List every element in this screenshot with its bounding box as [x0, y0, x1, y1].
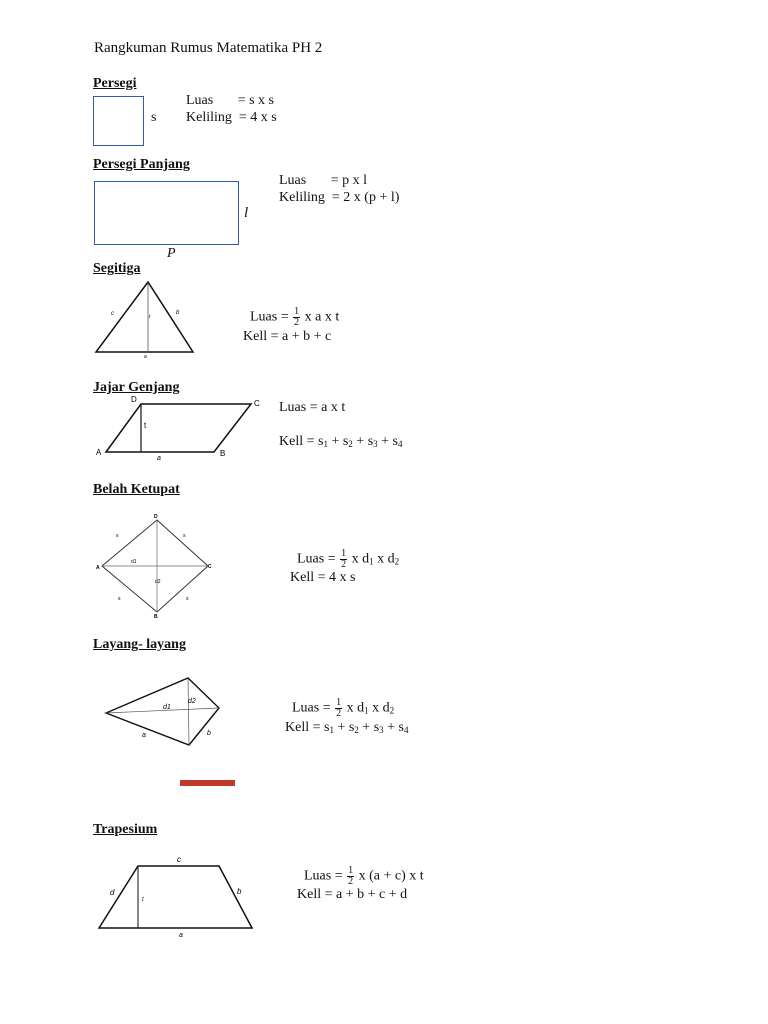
jajar-genjang-label-D: D: [131, 395, 137, 404]
trapesium-label-d: d: [110, 888, 115, 897]
belah-ketupat-label-s-br: s: [186, 596, 189, 602]
trapesium-kell: Kell = a + b + c + d: [297, 887, 408, 902]
jajar-genjang-luas: Luas = a x t: [279, 400, 346, 415]
belah-ketupat-label-C: C: [208, 564, 212, 570]
belah-ketupat-label-s-tl: s: [116, 533, 119, 539]
persegi-panjang-luas: Luas = p x l: [279, 173, 367, 188]
layang-layang-heading: Layang- layang: [93, 637, 186, 652]
persegi-luas: Luas = s x s: [186, 93, 275, 108]
jajar-genjang-label-C: C: [254, 399, 260, 408]
belah-ketupat-label-s-tr: s: [183, 533, 186, 539]
persegi-panjang-l-label: l: [244, 205, 249, 221]
layang-layang-label-d2: d2: [188, 698, 196, 705]
belah-ketupat-kell: Kell = 4 x s: [290, 570, 356, 585]
persegi-heading: Persegi: [93, 76, 137, 91]
jajar-genjang-label-t: t: [144, 421, 147, 430]
segitiga-heading: Segitiga: [93, 261, 141, 276]
belah-ketupat-label-D: D: [154, 514, 158, 520]
persegi-panjang-keliling: Keliling = 2 x (p + l): [279, 190, 400, 205]
half-fraction: $\frac{1}{2}$: [294, 306, 300, 328]
trapesium-heading: Trapesium: [93, 822, 158, 837]
segitiga-luas-suffix: x a x t: [301, 309, 340, 325]
jajar-genjang-label-B: B: [220, 449, 226, 458]
half-fraction: $\frac{1}{2}$: [336, 697, 342, 719]
persegi-panjang-heading: Persegi Panjang: [93, 157, 190, 172]
segitiga-label-t: t: [149, 314, 151, 320]
jajar-genjang-label-a: a: [157, 455, 161, 462]
belah-ketupat-label-B: B: [154, 614, 158, 620]
belah-ketupat-label-s-bl: s: [118, 596, 121, 602]
persegi-keliling: Keliling = 4 x s: [186, 110, 277, 125]
trapesium-label-c: c: [177, 855, 181, 864]
belah-ketupat-luas: Luas = $\frac{1}{2}$ x $d_1$ x $d_2$: [297, 548, 400, 570]
belah-ketupat-label-A: A: [96, 565, 100, 571]
trapesium-label-a: a: [179, 932, 183, 939]
segitiga-label-b: b: [176, 310, 180, 316]
layang-layang-label-a: a: [142, 732, 146, 739]
persegi-side-label: s: [151, 110, 157, 125]
trapesium-label-b: b: [237, 887, 242, 896]
segitiga-label-a: a: [144, 354, 147, 360]
layang-layang-kell: Kell = $s_1 + s_2 + s_3 + s_4$: [285, 720, 409, 735]
segitiga-kell: Kell = a + b + c: [243, 329, 332, 344]
layang-layang-label-d1: d1: [163, 704, 171, 711]
segitiga-luas-prefix: Luas =: [250, 309, 293, 325]
layang-layang-label-b: b: [207, 730, 211, 737]
belah-ketupat-label-d2: d2: [155, 579, 161, 585]
persegi-panjang-p-label: P: [167, 246, 176, 261]
jajar-genjang-label-A: A: [96, 448, 102, 457]
trapesium-luas: Luas = $\frac{1}{2}$ x (a + c) x t: [304, 865, 424, 887]
segitiga-label-c: c: [111, 311, 114, 317]
belah-ketupat-label-d1: d1: [131, 559, 137, 565]
jajar-genjang-heading: Jajar Genjang: [93, 380, 180, 395]
half-fraction: $\frac{1}{2}$: [348, 865, 354, 887]
half-fraction: $\frac{1}{2}$: [341, 548, 347, 570]
belah-ketupat-heading: Belah Ketupat: [93, 482, 180, 497]
page-title: Rangkuman Rumus Matematika PH 2: [94, 40, 323, 56]
layang-layang-luas: Luas = $\frac{1}{2}$ x $d_1$ x $d_2$: [292, 697, 395, 719]
trapesium-label-t: t: [142, 897, 144, 903]
jajar-genjang-kell: Kell = $s_1 + s_2 + s_3 + s_4$: [279, 434, 403, 449]
